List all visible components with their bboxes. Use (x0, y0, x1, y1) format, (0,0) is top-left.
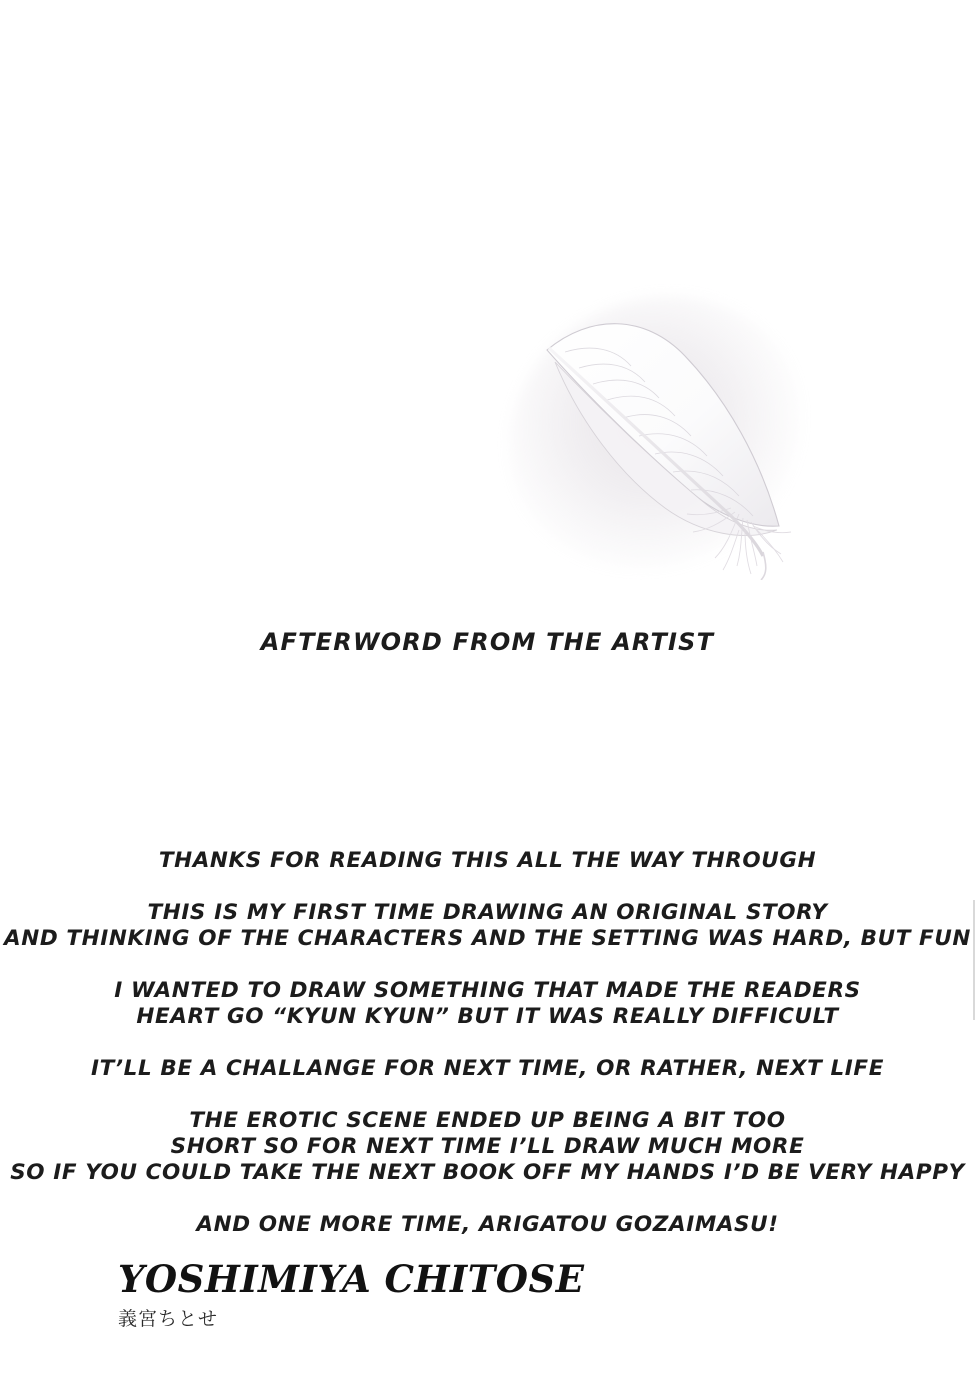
text-line: SO IF YOU COULD TAKE THE NEXT BOOK OFF MY HANDS I’D BE VERY HAPPY (10, 1160, 965, 1185)
artist-name-japanese: 義宮ちとせ (118, 1308, 219, 1330)
artist-signature (118, 1258, 584, 1331)
page-title: AFTERWORD FROM THE ARTIST (260, 628, 715, 656)
paragraph (0, 1212, 975, 1238)
text-line: AND THINKING OF THE CHARACTERS AND THE SETTING WAS HARD, BUT FUN (4, 926, 971, 951)
paragraph (0, 1056, 975, 1082)
paragraph (0, 978, 975, 1030)
text-line: THIS IS MY FIRST TIME DRAWING AN ORIGINAL STORY (147, 900, 828, 925)
paragraph (0, 900, 975, 952)
text-line: THE EROTIC SCENE ENDED UP BEING A BIT TOO (189, 1108, 786, 1133)
text-line: AND ONE MORE TIME, ARIGATOU GOZAIMASU! (196, 1212, 779, 1237)
afterword-body (0, 848, 975, 1238)
text-line: HEART GO “KYUN KYUN” BUT IT WAS REALLY DIFFICULT (136, 1004, 839, 1029)
paragraph (0, 848, 975, 874)
feather-illustration (495, 290, 835, 580)
text-line: THANKS FOR READING THIS ALL THE WAY THROUGH (158, 848, 817, 873)
text-line: SHORT SO FOR NEXT TIME I’LL DRAW MUCH MORE (170, 1134, 805, 1159)
artist-name-romaji: YOSHIMIYA CHITOSE (118, 1257, 585, 1301)
text-line: I WANTED TO DRAW SOMETHING THAT MADE THE READERS (114, 978, 861, 1003)
text-line: IT’LL BE A CHALLANGE FOR NEXT TIME, OR RATHER, NEXT LIFE (91, 1056, 884, 1081)
feather-icon (495, 290, 835, 580)
paragraph (0, 1108, 975, 1186)
